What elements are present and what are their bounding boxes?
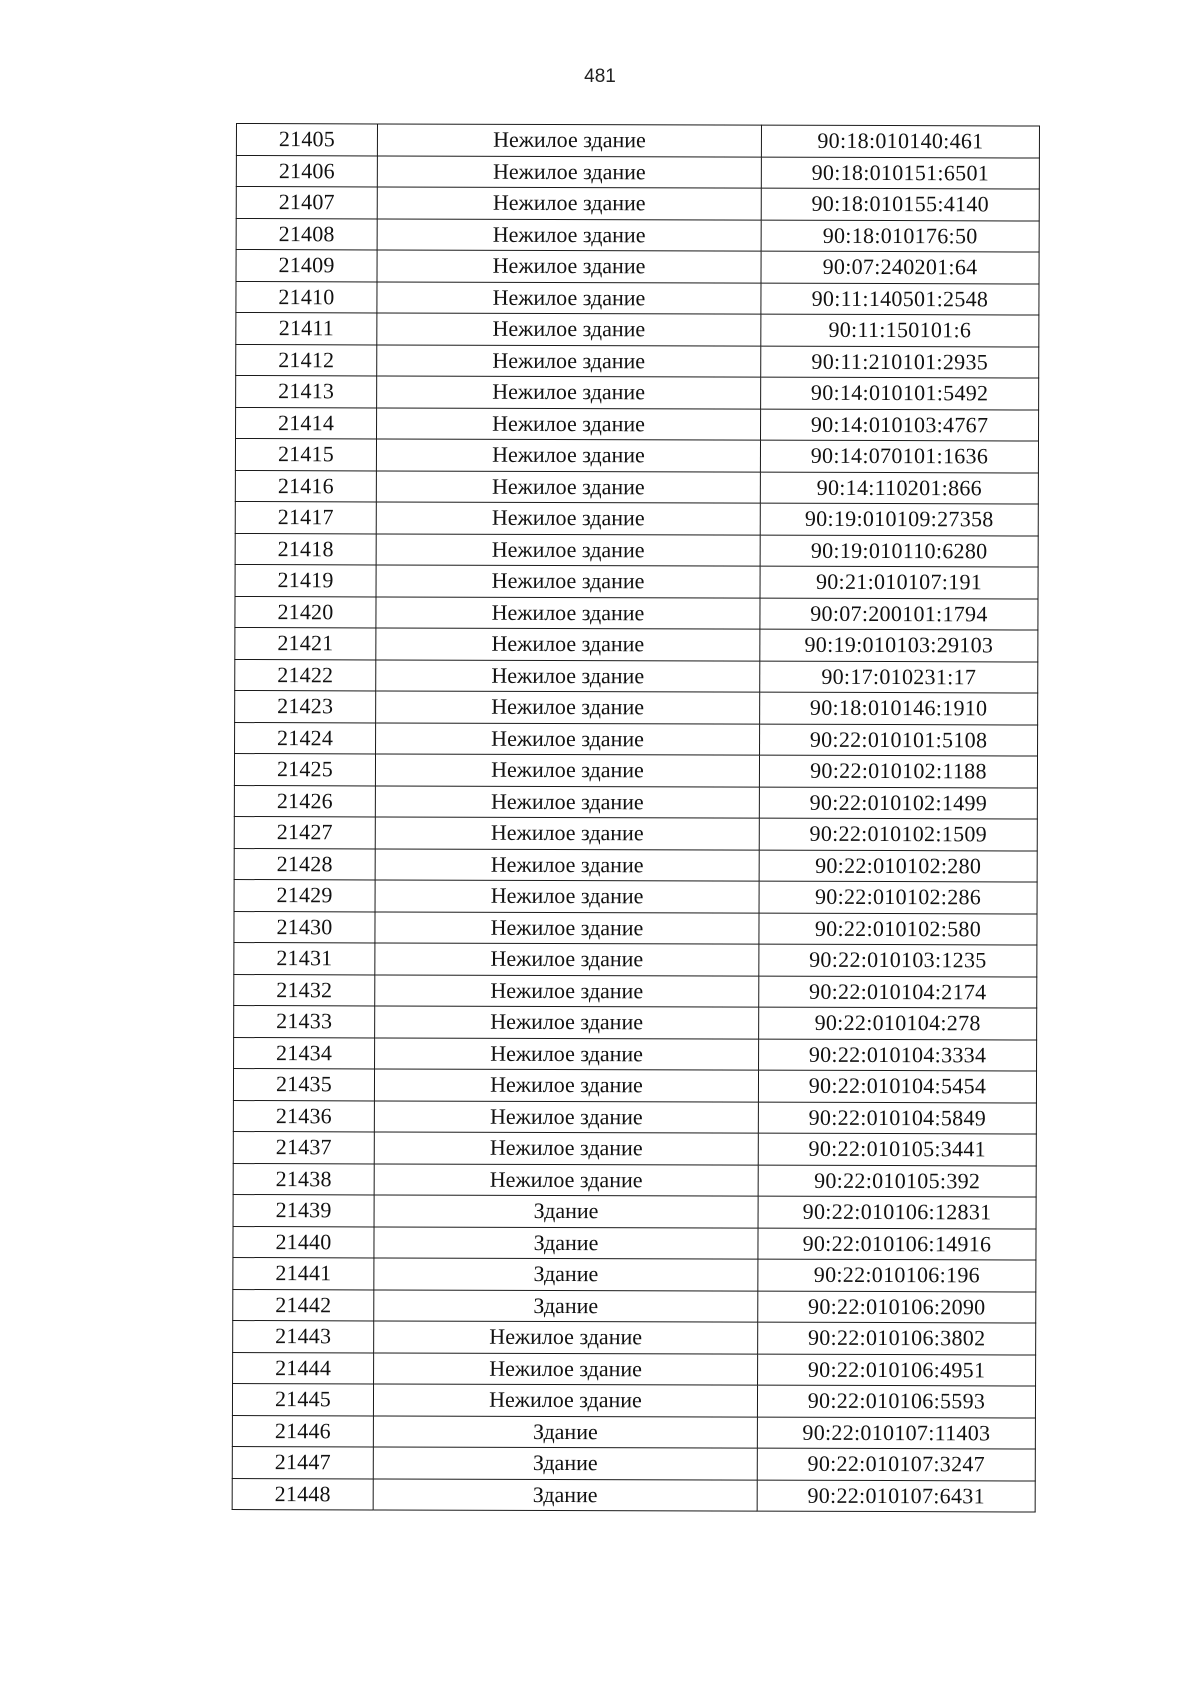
- row-number-cell: 21412: [236, 344, 377, 376]
- row-number-cell: 21448: [232, 1478, 373, 1510]
- row-number-cell: 21437: [233, 1131, 374, 1163]
- table-row: [234, 785, 1037, 819]
- cadastral-number-cell: 90:14:010101:5492: [761, 377, 1039, 409]
- row-number-cell: 21408: [236, 218, 377, 250]
- object-type-cell: Нежилое здание: [375, 880, 759, 913]
- table-row: [235, 564, 1038, 598]
- row-number-cell: 21430: [234, 911, 375, 943]
- row-number-cell: 21447: [232, 1446, 373, 1478]
- cadastral-number-cell: 90:22:010106:5593: [757, 1385, 1035, 1417]
- cadastral-number-cell: 90:22:010106:14916: [758, 1228, 1036, 1260]
- row-number-cell: 21409: [236, 250, 377, 282]
- cadastral-number-cell: 90:22:010107:6431: [757, 1480, 1035, 1512]
- cadastral-number-cell: 90:22:010101:5108: [760, 724, 1038, 756]
- table-row: [236, 344, 1039, 378]
- table-row: [234, 753, 1037, 787]
- row-number-cell: 21423: [235, 690, 376, 722]
- table-row: [232, 1478, 1035, 1512]
- object-type-cell: Нежилое здание: [375, 911, 759, 944]
- cadastral-number-cell: 90:19:010109:27358: [760, 503, 1038, 535]
- table-row: [233, 1226, 1036, 1260]
- object-type-cell: Нежилое здание: [375, 754, 759, 787]
- object-type-cell: Нежилое здание: [376, 470, 760, 503]
- object-type-cell: Нежилое здание: [377, 250, 761, 283]
- row-number-cell: 21405: [236, 124, 377, 156]
- table-row: [236, 187, 1039, 221]
- cadastral-number-cell: 90:22:010102:580: [759, 913, 1037, 945]
- cadastral-number-cell: 90:22:010106:196: [758, 1259, 1036, 1291]
- cadastral-number-cell: 90:18:010140:461: [761, 125, 1039, 157]
- row-number-cell: 21446: [232, 1415, 373, 1447]
- row-number-cell: 21440: [233, 1226, 374, 1258]
- object-type-cell: Нежилое здание: [376, 691, 760, 724]
- cadastral-number-cell: 90:19:010103:29103: [760, 629, 1038, 661]
- object-type-cell: Здание: [374, 1289, 758, 1322]
- object-type-cell: Нежилое здание: [375, 848, 759, 881]
- object-type-cell: Нежилое здание: [376, 628, 760, 661]
- row-number-cell: 21417: [235, 501, 376, 533]
- table-row: [233, 1100, 1036, 1134]
- cadastral-number-cell: 90:22:010106:4951: [758, 1354, 1036, 1386]
- object-type-cell: Нежилое здание: [376, 533, 760, 566]
- table-row: [235, 439, 1038, 473]
- table-row: [234, 1037, 1037, 1071]
- table-row: [233, 1194, 1036, 1228]
- object-type-cell: Нежилое здание: [377, 124, 761, 157]
- row-number-cell: 21434: [234, 1037, 375, 1069]
- object-type-cell: Здание: [374, 1226, 758, 1259]
- cadastral-number-cell: 90:22:010104:278: [759, 1007, 1037, 1039]
- row-number-cell: 21416: [235, 470, 376, 502]
- cadastral-number-cell: 90:19:010110:6280: [760, 535, 1038, 567]
- registry-table: [232, 123, 1040, 1513]
- row-number-cell: 21433: [234, 1005, 375, 1037]
- cadastral-number-cell: 90:22:010105:3441: [758, 1133, 1036, 1165]
- cadastral-number-cell: 90:22:010104:5454: [758, 1070, 1036, 1102]
- cadastral-number-cell: 90:18:010146:1910: [760, 692, 1038, 724]
- table-row: [233, 1352, 1036, 1386]
- table-row: [235, 659, 1038, 693]
- row-number-cell: 21422: [235, 659, 376, 691]
- table-row: [234, 816, 1037, 850]
- row-number-cell: 21410: [236, 281, 377, 313]
- row-number-cell: 21418: [235, 533, 376, 565]
- object-type-cell: Нежилое здание: [377, 218, 761, 251]
- table-row: [234, 879, 1037, 913]
- cadastral-number-cell: 90:22:010102:1509: [759, 818, 1037, 850]
- table-row: [236, 124, 1039, 158]
- cadastral-number-cell: 90:11:150101:6: [761, 314, 1039, 346]
- row-number-cell: 21420: [235, 596, 376, 628]
- row-number-cell: 21407: [236, 187, 377, 219]
- cadastral-number-cell: 90:22:010104:5849: [758, 1102, 1036, 1134]
- cadastral-number-cell: 90:22:010107:11403: [757, 1417, 1035, 1449]
- table-row: [236, 250, 1039, 284]
- row-number-cell: 21436: [233, 1100, 374, 1132]
- table-row: [234, 911, 1037, 945]
- row-number-cell: 21438: [233, 1163, 374, 1195]
- object-type-cell: Здание: [373, 1415, 757, 1448]
- table-row: [232, 1383, 1035, 1417]
- table-row: [233, 1257, 1036, 1291]
- row-number-cell: 21441: [233, 1257, 374, 1289]
- cadastral-number-cell: 90:17:010231:17: [760, 661, 1038, 693]
- row-number-cell: 21444: [233, 1352, 374, 1384]
- table-row: [233, 1163, 1036, 1197]
- cadastral-number-cell: 90:22:010102:286: [759, 881, 1037, 913]
- cadastral-number-cell: 90:22:010107:3247: [757, 1448, 1035, 1480]
- cadastral-number-cell: 90:22:010104:2174: [759, 976, 1037, 1008]
- cadastral-number-cell: 90:21:010107:191: [760, 566, 1038, 598]
- row-number-cell: 21424: [235, 722, 376, 754]
- object-type-cell: Нежилое здание: [376, 439, 760, 472]
- row-number-cell: 21439: [233, 1194, 374, 1226]
- object-type-cell: Нежилое здание: [374, 1132, 758, 1165]
- row-number-cell: 21419: [235, 564, 376, 596]
- object-type-cell: Нежилое здание: [374, 1100, 758, 1133]
- row-number-cell: 21425: [234, 753, 375, 785]
- table-row: [235, 596, 1038, 630]
- cadastral-number-cell: 90:11:210101:2935: [761, 346, 1039, 378]
- table-row: [236, 218, 1039, 252]
- cadastral-number-cell: 90:18:010151:6501: [761, 157, 1039, 189]
- table-row: [236, 281, 1039, 315]
- cadastral-number-cell: 90:22:010106:2090: [758, 1291, 1036, 1323]
- table-row: [233, 1068, 1036, 1102]
- cadastral-number-cell: 90:22:010106:12831: [758, 1196, 1036, 1228]
- object-type-cell: Нежилое здание: [374, 1069, 758, 1102]
- cadastral-number-cell: 90:07:200101:1794: [760, 598, 1038, 630]
- cadastral-number-cell: 90:11:140501:2548: [761, 283, 1039, 315]
- table-row: [235, 627, 1038, 661]
- object-type-cell: Нежилое здание: [375, 974, 759, 1007]
- row-number-cell: 21443: [233, 1320, 374, 1352]
- object-type-cell: Нежилое здание: [376, 659, 760, 692]
- object-type-cell: Нежилое здание: [377, 313, 761, 346]
- table-row: [234, 974, 1037, 1008]
- row-number-cell: 21406: [236, 155, 377, 187]
- object-type-cell: Здание: [374, 1258, 758, 1291]
- object-type-cell: Нежилое здание: [376, 502, 760, 535]
- cadastral-number-cell: 90:18:010155:4140: [761, 188, 1039, 220]
- cadastral-number-cell: 90:22:010103:1235: [759, 944, 1037, 976]
- page-number: 481: [584, 66, 616, 87]
- object-type-cell: Нежилое здание: [377, 281, 761, 314]
- cadastral-number-cell: 90:14:010103:4767: [761, 409, 1039, 441]
- cadastral-number-cell: 90:22:010102:1188: [759, 755, 1037, 787]
- row-number-cell: 21431: [234, 942, 375, 974]
- table-row: [233, 1131, 1036, 1165]
- cadastral-number-cell: 90:14:110201:866: [760, 472, 1038, 504]
- object-type-cell: Нежилое здание: [377, 187, 761, 220]
- row-number-cell: 21445: [232, 1383, 373, 1415]
- table-row: [236, 376, 1039, 410]
- table-row: [236, 155, 1039, 189]
- row-number-cell: 21413: [236, 376, 377, 408]
- row-number-cell: 21427: [234, 816, 375, 848]
- cadastral-number-cell: 90:22:010102:1499: [759, 787, 1037, 819]
- table-row: [232, 1415, 1035, 1449]
- object-type-cell: Нежилое здание: [376, 596, 760, 629]
- object-type-cell: Здание: [373, 1447, 757, 1480]
- row-number-cell: 21411: [236, 313, 377, 345]
- object-type-cell: Нежилое здание: [377, 344, 761, 377]
- registry-sheet: [232, 123, 1040, 1513]
- table-row: [235, 470, 1038, 504]
- table-row: [234, 848, 1037, 882]
- row-number-cell: 21429: [234, 879, 375, 911]
- row-number-cell: 21421: [235, 627, 376, 659]
- table-row: [233, 1289, 1036, 1323]
- registry-table-body: [232, 124, 1039, 1513]
- table-row: [233, 1320, 1036, 1354]
- object-type-cell: Нежилое здание: [375, 1006, 759, 1039]
- row-number-cell: 21426: [234, 785, 375, 817]
- object-type-cell: Нежилое здание: [373, 1384, 757, 1417]
- cadastral-number-cell: 90:14:070101:1636: [760, 440, 1038, 472]
- object-type-cell: Нежилое здание: [375, 1037, 759, 1070]
- object-type-cell: Нежилое здание: [376, 565, 760, 598]
- row-number-cell: 21435: [233, 1068, 374, 1100]
- cadastral-number-cell: 90:22:010102:280: [759, 850, 1037, 882]
- object-type-cell: Нежилое здание: [374, 1163, 758, 1196]
- row-number-cell: 21428: [234, 848, 375, 880]
- object-type-cell: Здание: [374, 1195, 758, 1228]
- cadastral-number-cell: 90:22:010105:392: [758, 1165, 1036, 1197]
- table-row: [235, 533, 1038, 567]
- row-number-cell: 21414: [236, 407, 377, 439]
- table-row: [234, 942, 1037, 976]
- object-type-cell: Нежилое здание: [377, 376, 761, 409]
- cadastral-number-cell: 90:22:010104:3334: [759, 1039, 1037, 1071]
- object-type-cell: Нежилое здание: [375, 785, 759, 818]
- object-type-cell: Нежилое здание: [377, 407, 761, 440]
- table-row: [232, 1446, 1035, 1480]
- row-number-cell: 21442: [233, 1289, 374, 1321]
- object-type-cell: Нежилое здание: [374, 1352, 758, 1385]
- object-type-cell: Здание: [373, 1478, 757, 1511]
- object-type-cell: Нежилое здание: [377, 155, 761, 188]
- cadastral-number-cell: 90:07:240201:64: [761, 251, 1039, 283]
- cadastral-number-cell: 90:18:010176:50: [761, 220, 1039, 252]
- table-row: [236, 313, 1039, 347]
- object-type-cell: Нежилое здание: [374, 1321, 758, 1354]
- table-row: [234, 1005, 1037, 1039]
- table-row: [235, 722, 1038, 756]
- table-row: [235, 501, 1038, 535]
- object-type-cell: Нежилое здание: [375, 817, 759, 850]
- row-number-cell: 21432: [234, 974, 375, 1006]
- object-type-cell: Нежилое здание: [376, 722, 760, 755]
- row-number-cell: 21415: [235, 439, 376, 471]
- table-row: [236, 407, 1039, 441]
- table-row: [235, 690, 1038, 724]
- object-type-cell: Нежилое здание: [375, 943, 759, 976]
- cadastral-number-cell: 90:22:010106:3802: [758, 1322, 1036, 1354]
